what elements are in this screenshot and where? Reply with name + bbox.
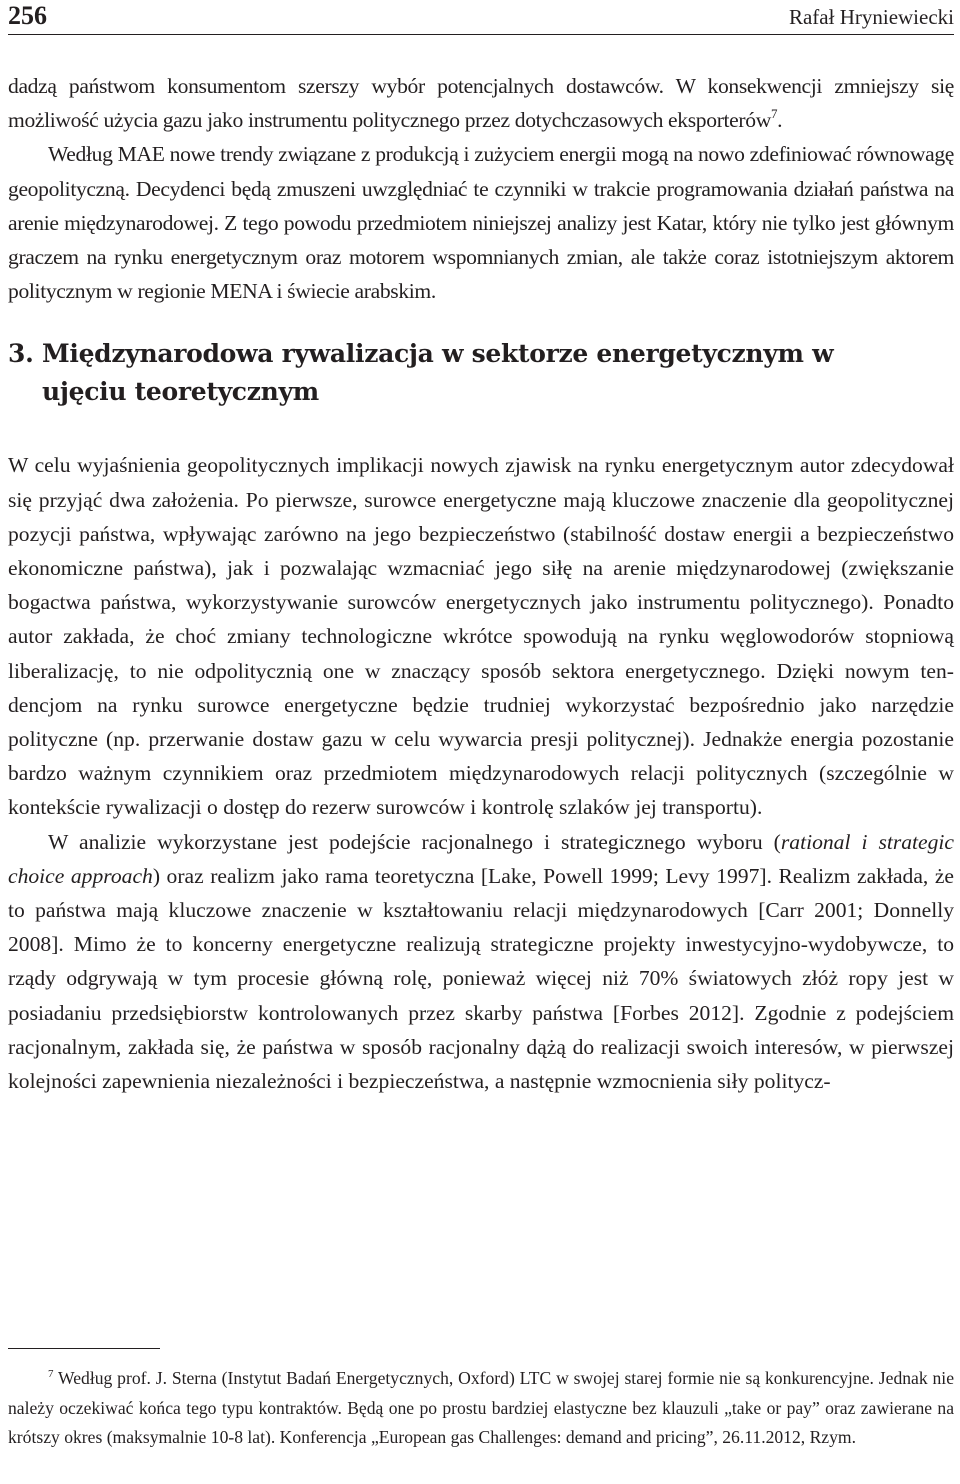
footnote-separator	[8, 1348, 160, 1349]
paragraph-text: .	[777, 108, 783, 133]
paragraph-text: ) oraz realizm jako rama teoretyczna [Lake, Powell 1999; Levy 1997]. Realizm zakłada, że to państwa mają kluczowe znaczenie w kształtowaniu relacji międzynarodowych [Carr 2001; Donnelly 2008]. Mimo że to koncerny energetyczne realizują strategiczne projekty inwestycyjno-wydobywcze, to rządy odgrywają w tym procesie główną rolę, ponieważ więcej niż 70% światowych złóż ropy jest w posiadaniu przedsiębiorstw kontrolowanych przez skarby państwa [Forbes 2012]. Zgodnie z podejściem racjonalnym, zakłada się, że państwa w sposób racjonalny dążą do realizacji swoich interesów, w pierwszej kolejności zapewnienia niezależności i bezpieczeństwa, a następnie wzmocnienia siły politycz-	[8, 863, 954, 1094]
footnote-text: Według prof. J. Sterna (Instytut Badań Energetycznych, Oxford) LTC w swojej starej formie nie są konkurencyjne. Jednak nie należy oczekiwać końca tego typu kontraktów. Będą one po prostu bardziej elastyczne bez klauzuli „take or pay” oraz zawierane na krótszy okres (maksymalnie 10-8 lat). Konferencja „European gas Challenges: demand and pricing”, 26.11.2012, Rzym.	[8, 1368, 954, 1447]
paragraph-text: W analizie wykorzystane jest podejście racjonalnego i strategicznego wyboru (	[48, 829, 781, 854]
body-paragraph-3	[8, 825, 954, 1099]
body-paragraph-1	[8, 69, 954, 308]
document-page	[8, 0, 955, 1447]
italic-term: rational i strategic choice approach	[8, 829, 955, 888]
section-number: 3.	[8, 339, 34, 369]
page-number: 256	[8, 1, 47, 30]
footnote-number: 7	[48, 1368, 54, 1380]
footnote	[8, 1364, 954, 1453]
footnote-reference[interactable]: 7	[770, 106, 778, 122]
running-header-author: Rafał Hryniewiecki	[788, 5, 954, 29]
paragraph-text: Według MAE nowe trendy związane z produkcją i zużyciem energii mogą na nowo zdefiniować równowagę geopolityczną. Decydenci będą zmuszeni uwzględniać te czynniki w trakcie programowania działań państwa na arenie międzynarodowej. Z tego powodu przedmiotem niniejszej analizy jest Katar, który nie tylko jest głównym graczem na rynku energetycznym oraz motorem wspomnianych zmian, ale także coraz istotniejszym aktorem politycznym w regionie MENA i świecie arabskim.	[8, 142, 954, 304]
running-header	[8, 0, 954, 35]
paragraph-text: dadzą państwom konsumentom szerszy wybór potencjalnych dostawców. W konsekwencji zmniejszy się możliwość użycia gazu jako instrumentu politycznego przez dotychczasowych eksporterów	[8, 74, 954, 133]
section-title: Międzynarodowa rywalizacja w sektorze energetycznym w ujęciu teoretycznym	[42, 339, 834, 407]
section-heading	[8, 335, 954, 411]
body-paragraph-2: W celu wyjaśnienia geopolitycznych implikacji nowych zjawisk na rynku energetycznym autor zdecydował się przyjąć dwa założenia. Po pierwsze, surowce energetyczne mają kluczowe znaczenie dla geopolitycznej pozycji państwa, wpływając zarówno na jego bezpieczeństwo (stabilność dostaw energii a bezpieczeństwo ekonomiczne państwa), jak i pozwalając wzmacniać jego siłę na arenie międzynarodowej (zwiększanie bogactwa państwa, wykorzystywanie surowców energetycznych jako instrumentu politycznego). Ponadto autor zakłada, że choć zmiany technologiczne wkrótce spowodują na rynku węglowodorów stopniową liberalizację, to nie odpolitycznią one w znaczący sposób sektora energetycznego. Dzięki nowym tendencjom na rynku surowce energetyczne będzie trudniej wykorzystać bezpośrednio jako narzędzie polityczne (np. przerwanie dostaw gazu w celu wywarcia presji politycznej). Jednakże energia pozostanie bardzo ważnym czynnikiem oraz przedmiotem międzynarodowych relacji politycznych (szczególnie w kontekście rywalizacji o dostęp do rezerw surowców i kontrolę szlaków jej transportu).	[8, 453, 954, 820]
